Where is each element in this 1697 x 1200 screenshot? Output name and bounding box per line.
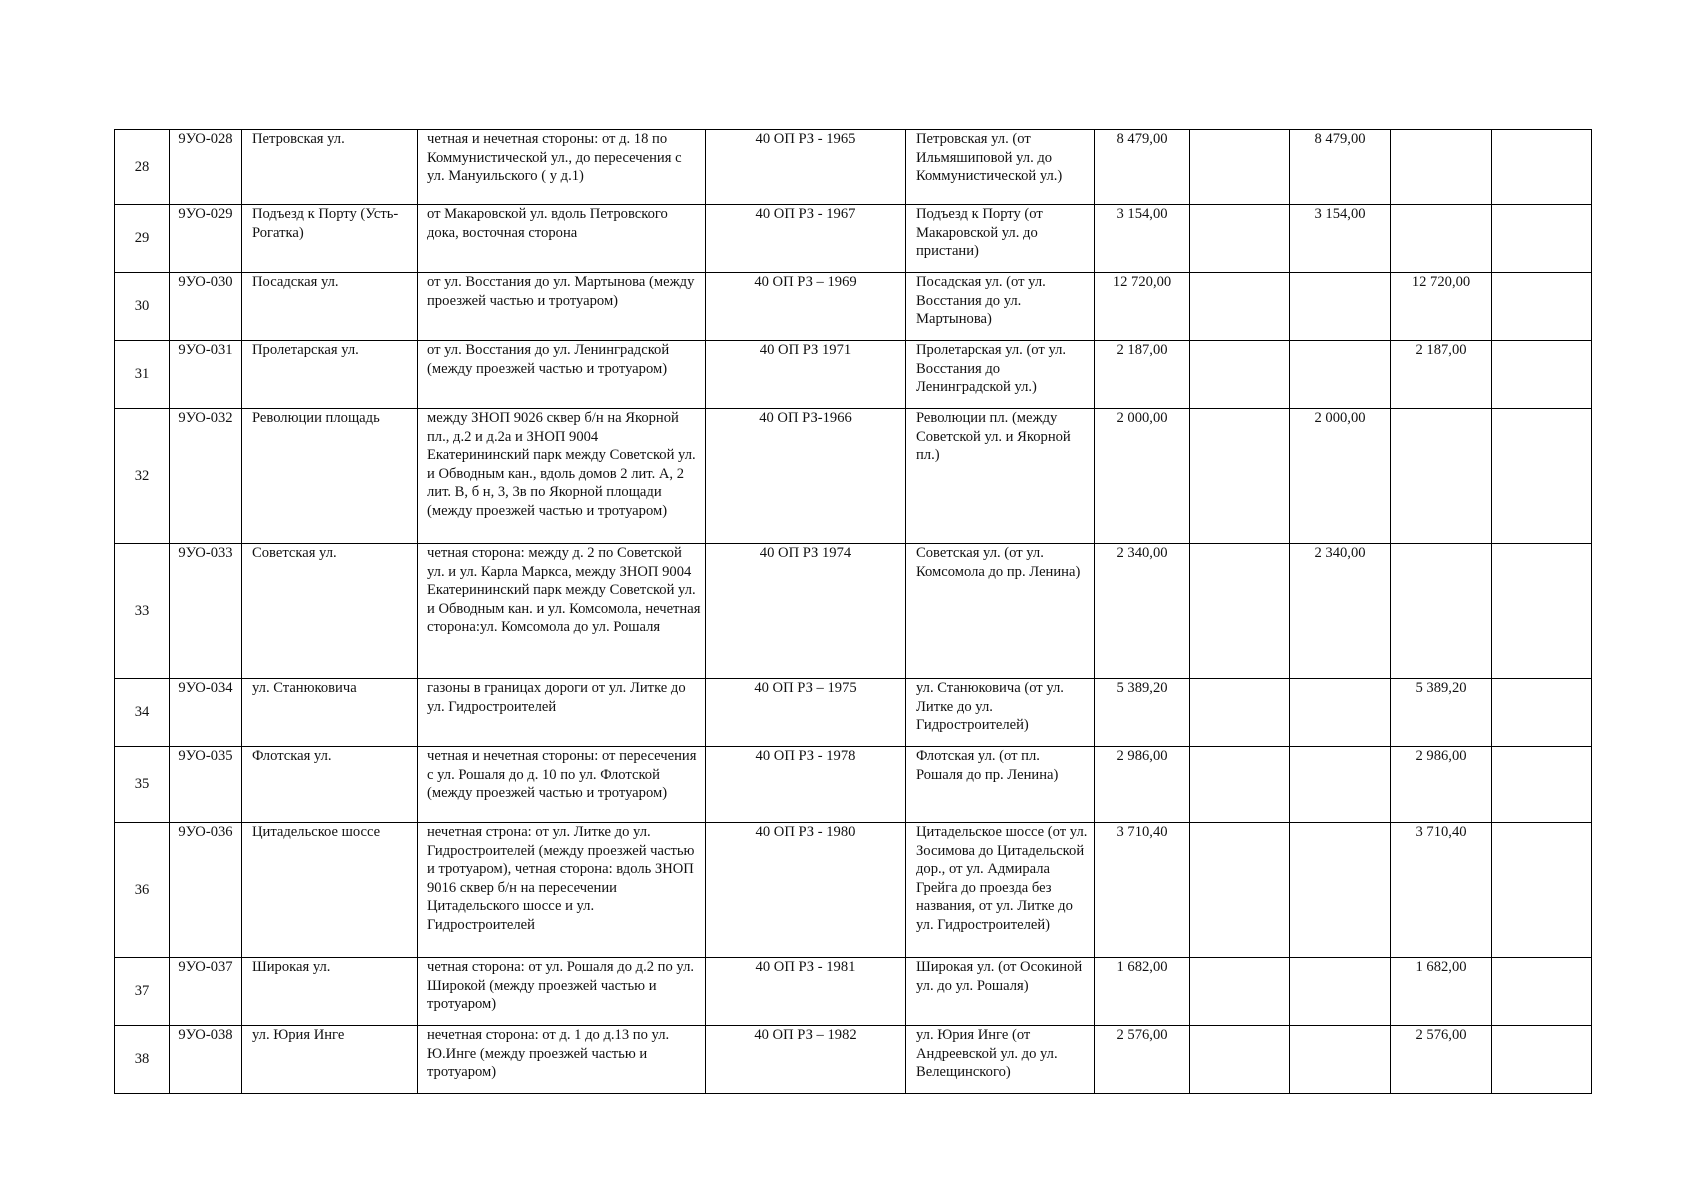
row-number-cell: 32	[115, 409, 170, 544]
object-code-cell: 9УО-028	[170, 130, 242, 205]
value-column-3-cell	[1391, 544, 1492, 679]
row-number-cell: 33	[115, 544, 170, 679]
value-column-4-cell	[1492, 958, 1592, 1026]
value-column-2-cell: 2 000,00	[1290, 409, 1391, 544]
value-column-1-cell	[1190, 205, 1290, 273]
table-row	[115, 409, 1592, 544]
road-section-cell: Петровская ул. (от Ильмяшиповой ул. до Коммунистической ул.)	[906, 130, 1095, 205]
row-number-cell: 29	[115, 205, 170, 273]
value-column-3-cell: 2 576,00	[1391, 1026, 1492, 1094]
street-name-cell: Широкая ул.	[242, 958, 418, 1026]
object-code-cell: 9УО-031	[170, 341, 242, 409]
location-description-cell: нечетная сторона: от д. 1 до д.13 по ул. Ю.Инге (между проезжей частью и тротуаром)	[418, 1026, 706, 1094]
location-description-cell: четная и нечетная стороны: от пересечения с ул. Рошаля до д. 10 по ул. Флотской (между проезжей частью и тротуаром)	[418, 747, 706, 823]
road-section-cell: ул. Юрия Инге (от Андреевской ул. до ул. Велещинского)	[906, 1026, 1095, 1094]
area-cell: 2 576,00	[1095, 1026, 1190, 1094]
value-column-3-cell: 2 986,00	[1391, 747, 1492, 823]
area-cell: 2 187,00	[1095, 341, 1190, 409]
object-code-cell: 9УО-034	[170, 679, 242, 747]
value-column-1-cell	[1190, 679, 1290, 747]
table-row	[115, 544, 1592, 679]
value-column-4-cell	[1492, 544, 1592, 679]
registry-number-cell: 40 ОП РЗ-1966	[706, 409, 906, 544]
street-name-cell: Цитадельское шоссе	[242, 823, 418, 958]
location-description-cell: нечетная строна: от ул. Литке до ул. Гидростроителей (между проезжей частью и тротуаром), четная сторона: вдоль ЗНОП 9016 сквер б/н на пересечении Цитадельского шоссе и ул. Гидростроителей	[418, 823, 706, 958]
value-column-4-cell	[1492, 130, 1592, 205]
registry-number-cell: 40 ОП РЗ - 1965	[706, 130, 906, 205]
registry-number-cell: 40 ОП РЗ – 1982	[706, 1026, 906, 1094]
value-column-4-cell	[1492, 747, 1592, 823]
value-column-1-cell	[1190, 747, 1290, 823]
value-column-3-cell	[1391, 130, 1492, 205]
value-column-2-cell	[1290, 1026, 1391, 1094]
road-section-cell: Революции пл. (между Советской ул. и Якорной пл.)	[906, 409, 1095, 544]
value-column-2-cell	[1290, 958, 1391, 1026]
road-section-cell: Широкая ул. (от Осокиной ул. до ул. Рошаля)	[906, 958, 1095, 1026]
table-row	[115, 679, 1592, 747]
table-row	[115, 205, 1592, 273]
registry-number-cell: 40 ОП РЗ 1974	[706, 544, 906, 679]
registry-number-cell: 40 ОП РЗ – 1975	[706, 679, 906, 747]
value-column-2-cell	[1290, 747, 1391, 823]
street-name-cell: Советская ул.	[242, 544, 418, 679]
location-description-cell: от ул. Восстания до ул. Мартынова (между проезжей частью и тротуаром)	[418, 273, 706, 341]
value-column-2-cell: 2 340,00	[1290, 544, 1391, 679]
location-description-cell: от ул. Восстания до ул. Ленинградской (между проезжей частью и тротуаром)	[418, 341, 706, 409]
row-number-cell: 37	[115, 958, 170, 1026]
value-column-2-cell	[1290, 341, 1391, 409]
row-number-cell: 35	[115, 747, 170, 823]
road-section-cell: Флотская ул. (от пл. Рошаля до пр. Ленина)	[906, 747, 1095, 823]
road-section-cell: Пролетарская ул. (от ул. Восстания до Ленинградской ул.)	[906, 341, 1095, 409]
area-cell: 3 710,40	[1095, 823, 1190, 958]
area-cell: 2 986,00	[1095, 747, 1190, 823]
location-description-cell: от Макаровской ул. вдоль Петровского дока, восточная сторона	[418, 205, 706, 273]
table-row	[115, 823, 1592, 958]
street-name-cell: ул. Станюковича	[242, 679, 418, 747]
object-code-cell: 9УО-033	[170, 544, 242, 679]
object-code-cell: 9УО-030	[170, 273, 242, 341]
value-column-3-cell: 5 389,20	[1391, 679, 1492, 747]
location-description-cell: четная сторона: между д. 2 по Советской ул. и ул. Карла Маркса, между ЗНОП 9004 Екатерининский парк между Советской ул. и Обводным кан. и ул. Комсомола, нечетная сторона:ул. Комсомола до ул. Рошаля	[418, 544, 706, 679]
table-row	[115, 341, 1592, 409]
value-column-1-cell	[1190, 341, 1290, 409]
value-column-2-cell: 8 479,00	[1290, 130, 1391, 205]
registry-number-cell: 40 ОП РЗ - 1981	[706, 958, 906, 1026]
value-column-1-cell	[1190, 409, 1290, 544]
row-number-cell: 31	[115, 341, 170, 409]
value-column-1-cell	[1190, 273, 1290, 341]
row-number-cell: 30	[115, 273, 170, 341]
value-column-2-cell	[1290, 679, 1391, 747]
value-column-3-cell: 12 720,00	[1391, 273, 1492, 341]
value-column-1-cell	[1190, 823, 1290, 958]
value-column-4-cell	[1492, 341, 1592, 409]
table-row	[115, 1026, 1592, 1094]
value-column-4-cell	[1492, 1026, 1592, 1094]
row-number-cell: 34	[115, 679, 170, 747]
road-section-cell: ул. Станюковича (от ул. Литке до ул. Гидростроителей)	[906, 679, 1095, 747]
table-row	[115, 958, 1592, 1026]
table-row	[115, 747, 1592, 823]
object-code-cell: 9УО-035	[170, 747, 242, 823]
row-number-cell: 36	[115, 823, 170, 958]
value-column-2-cell	[1290, 823, 1391, 958]
row-number-cell: 38	[115, 1026, 170, 1094]
area-cell: 12 720,00	[1095, 273, 1190, 341]
location-description-cell: четная и нечетная стороны: от д. 18 по Коммунистической ул., до пересечения с ул. Мануильского ( у д.1)	[418, 130, 706, 205]
value-column-1-cell	[1190, 1026, 1290, 1094]
object-code-cell: 9УО-032	[170, 409, 242, 544]
area-cell: 8 479,00	[1095, 130, 1190, 205]
area-cell: 2 000,00	[1095, 409, 1190, 544]
location-description-cell: четная сторона: от ул. Рошаля до д.2 по ул. Широкой (между проезжей частью и тротуаром)	[418, 958, 706, 1026]
street-name-cell: Пролетарская ул.	[242, 341, 418, 409]
location-description-cell: между ЗНОП 9026 сквер б/н на Якорной пл., д.2 и д.2а и ЗНОП 9004 Екатерининский парк между Советской ул. и Обводным кан., вдоль домов 2 лит. А, 2 лит. В, б н, 3, 3в по Якорной площади (между проезжей частью и тротуаром)	[418, 409, 706, 544]
value-column-1-cell	[1190, 130, 1290, 205]
value-column-4-cell	[1492, 679, 1592, 747]
street-name-cell: Петровская ул.	[242, 130, 418, 205]
value-column-3-cell: 3 710,40	[1391, 823, 1492, 958]
value-column-3-cell	[1391, 409, 1492, 544]
value-column-4-cell	[1492, 273, 1592, 341]
value-column-2-cell	[1290, 273, 1391, 341]
value-column-3-cell	[1391, 205, 1492, 273]
row-number-cell: 28	[115, 130, 170, 205]
object-code-cell: 9УО-029	[170, 205, 242, 273]
registry-number-cell: 40 ОП РЗ - 1980	[706, 823, 906, 958]
value-column-2-cell: 3 154,00	[1290, 205, 1391, 273]
location-description-cell: газоны в границах дороги от ул. Литке до ул. Гидростроителей	[418, 679, 706, 747]
registry-number-cell: 40 ОП РЗ 1971	[706, 341, 906, 409]
area-cell: 1 682,00	[1095, 958, 1190, 1026]
street-name-cell: Флотская ул.	[242, 747, 418, 823]
street-name-cell: Революции площадь	[242, 409, 418, 544]
value-column-3-cell: 2 187,00	[1391, 341, 1492, 409]
area-cell: 5 389,20	[1095, 679, 1190, 747]
table-row	[115, 130, 1592, 205]
table-row	[115, 273, 1592, 341]
table-body	[115, 130, 1592, 1094]
street-name-cell: Посадская ул.	[242, 273, 418, 341]
object-code-cell: 9УО-038	[170, 1026, 242, 1094]
object-code-cell: 9УО-036	[170, 823, 242, 958]
road-section-cell: Советская ул. (от ул. Комсомола до пр. Ленина)	[906, 544, 1095, 679]
registry-number-cell: 40 ОП РЗ - 1978	[706, 747, 906, 823]
street-name-cell: ул. Юрия Инге	[242, 1026, 418, 1094]
road-section-cell: Посадская ул. (от ул. Восстания до ул. Мартынова)	[906, 273, 1095, 341]
value-column-3-cell: 1 682,00	[1391, 958, 1492, 1026]
road-section-cell: Подъезд к Порту (от Макаровской ул. до пристани)	[906, 205, 1095, 273]
area-cell: 3 154,00	[1095, 205, 1190, 273]
registry-number-cell: 40 ОП РЗ - 1967	[706, 205, 906, 273]
document-table	[114, 129, 1592, 1094]
road-section-cell: Цитадельское шоссе (от ул. Зосимова до Цитадельской дор., от ул. Адмирала Грейга до проезда без названия, от ул. Литке до ул. Гидростроителей)	[906, 823, 1095, 958]
area-cell: 2 340,00	[1095, 544, 1190, 679]
value-column-1-cell	[1190, 544, 1290, 679]
value-column-4-cell	[1492, 205, 1592, 273]
value-column-4-cell	[1492, 823, 1592, 958]
street-name-cell: Подъезд к Порту (Усть-Рогатка)	[242, 205, 418, 273]
value-column-1-cell	[1190, 958, 1290, 1026]
registry-number-cell: 40 ОП РЗ – 1969	[706, 273, 906, 341]
value-column-4-cell	[1492, 409, 1592, 544]
object-code-cell: 9УО-037	[170, 958, 242, 1026]
